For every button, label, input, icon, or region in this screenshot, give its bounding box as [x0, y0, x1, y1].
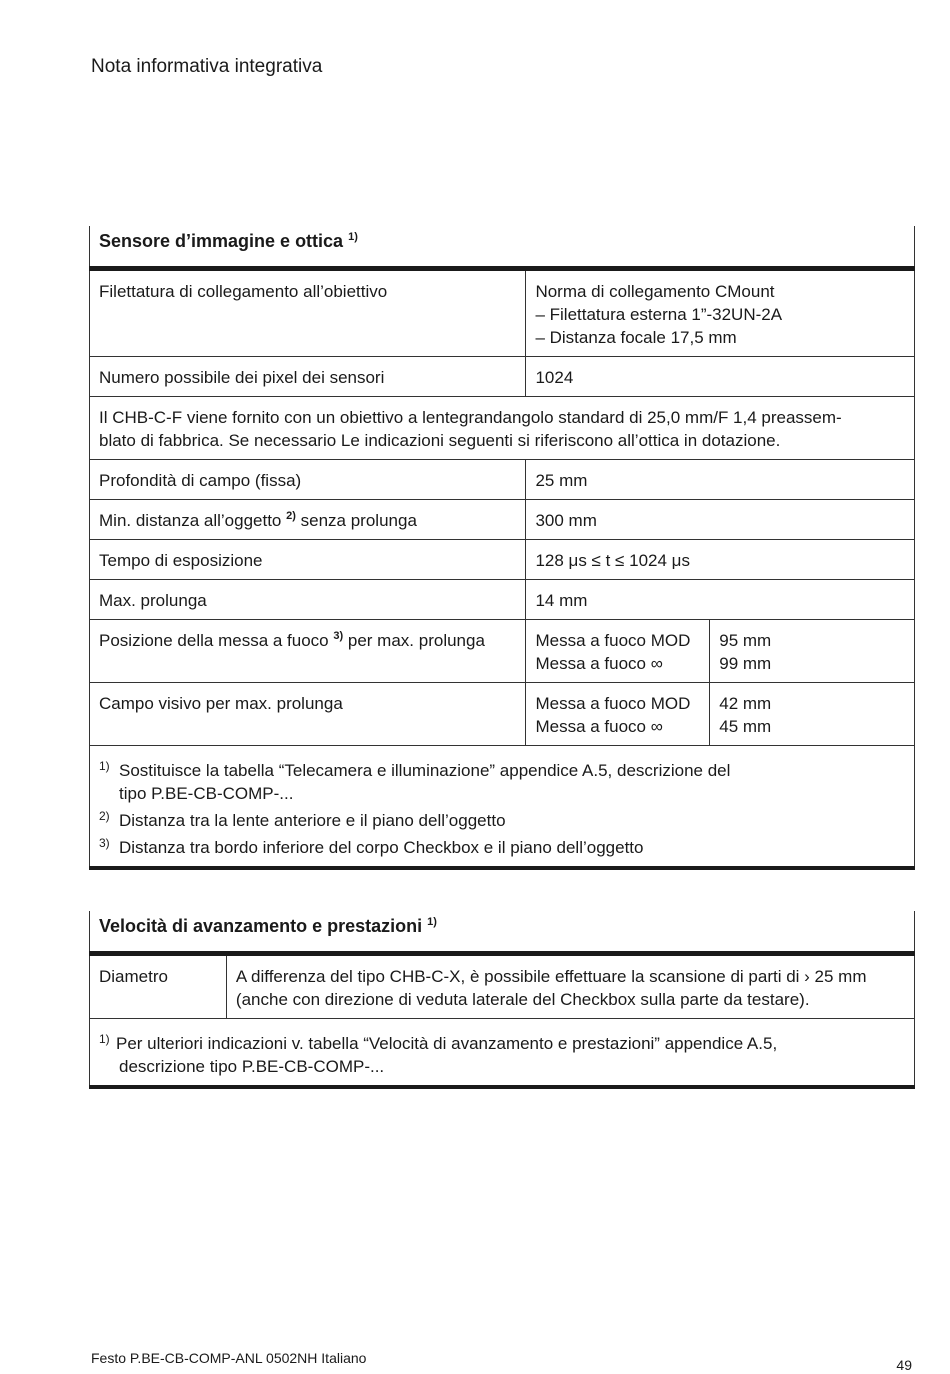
table-row — [90, 500, 915, 540]
row-value: 128 μs ≤ t ≤ 1024 μs — [526, 540, 915, 580]
row-label: Posizione della messa a fuoco $^{3)}$ per max. prolunga — [90, 620, 526, 683]
table-row — [90, 269, 915, 357]
row-label: Numero possibile dei pixel dei sensori — [90, 357, 526, 397]
page-footer: Festo P.BE-CB-COMP-ANL 0502NH Italiano — [91, 1350, 367, 1366]
row-label: Tempo di esposizione — [90, 540, 526, 580]
table-row — [90, 954, 915, 1019]
table-row — [90, 620, 915, 683]
focus-modes: Messa a fuoco MOD Messa a fuoco ∞ — [526, 683, 710, 746]
footnotes: 1) Sostituisce la tabella “Telecamera e illuminazione” appendice A.5, descrizione del tipo P.BE-CB-COMP-... 2) Distanza tra la lente anteriore e il piano dell’oggetto 3) Distanza tra bordo inferiore del corpo Checkbox e il piano dell’oggetto — [90, 746, 915, 869]
row-label: Campo visivo per max. prolunga — [90, 683, 526, 746]
footnote-2: 2) Distanza tra la lente anteriore e il piano dell’oggetto — [99, 809, 506, 830]
footnote-1: 1) Sostituisce la tabella “Telecamera e illuminazione” appendice A.5, descrizione del — [99, 759, 731, 780]
row-label: Min. distanza all’oggetto $^{2)}$ senza prolunga — [90, 500, 526, 540]
page-number: 49 — [896, 1357, 912, 1373]
focus-values: 95 mm 99 mm — [710, 620, 915, 683]
speed-performance-table — [89, 911, 915, 1089]
footnotes-row — [90, 746, 915, 869]
table-row — [90, 357, 915, 397]
table-row — [90, 683, 915, 746]
row-label: Max. prolunga — [90, 580, 526, 620]
table-row — [90, 580, 915, 620]
row-value: Norma di collegamento CMount – Filettatura esterna 1”-32UN-2A – Distanza focale 17,5 mm — [526, 269, 915, 357]
table-row — [90, 397, 915, 460]
row-value: 14 mm — [526, 580, 915, 620]
footnotes: 1) Per ulteriori indicazioni v. tabella “Velocità di avanzamento e prestazioni” appendice A.5, descrizione tipo P.BE-CB-COMP-... — [90, 1019, 915, 1088]
note-text: Il CHB-C-F viene fornito con un obiettivo a lentegrandangolo standard di 25,0 mm/F 1,4 preassem- blato di fabbrica. Se necessario Le indicazioni seguenti si riferiscono all’ottica in dotazione. — [90, 397, 915, 460]
page-header: Nota informativa integrativa — [91, 56, 323, 77]
row-value: 1024 — [526, 357, 915, 397]
table-row — [90, 540, 915, 580]
image-sensor-optics-table — [89, 226, 915, 870]
table-title: Sensore d’immagine e ottica $^{1)}$ — [90, 226, 915, 269]
focus-values: 42 mm 45 mm — [710, 683, 915, 746]
row-value: 25 mm — [526, 460, 915, 500]
table-title: Velocità di avanzamento e prestazioni $^{1)}$ — [90, 911, 915, 954]
row-label: Profondità di campo (fissa) — [90, 460, 526, 500]
focus-modes: Messa a fuoco MOD Messa a fuoco ∞ — [526, 620, 710, 683]
footnotes-row — [90, 1019, 915, 1088]
footnote-1: 1) Per ulteriori indicazioni v. tabella “Velocità di avanzamento e prestazioni” appendice A.5, — [99, 1032, 778, 1053]
footnote-3: 3) Distanza tra bordo inferiore del corpo Checkbox e il piano dell’oggetto — [99, 836, 644, 857]
row-value: A differenza del tipo CHB-C-X, è possibile effettuare la scansione di parti di › 25 mm (anche con direzione di veduta laterale del Checkbox sulla parte da testare). — [226, 954, 914, 1019]
row-label: Filettatura di collegamento all’obiettivo — [90, 269, 526, 357]
row-value: 300 mm — [526, 500, 915, 540]
table-row — [90, 460, 915, 500]
row-label: Diametro — [90, 954, 227, 1019]
